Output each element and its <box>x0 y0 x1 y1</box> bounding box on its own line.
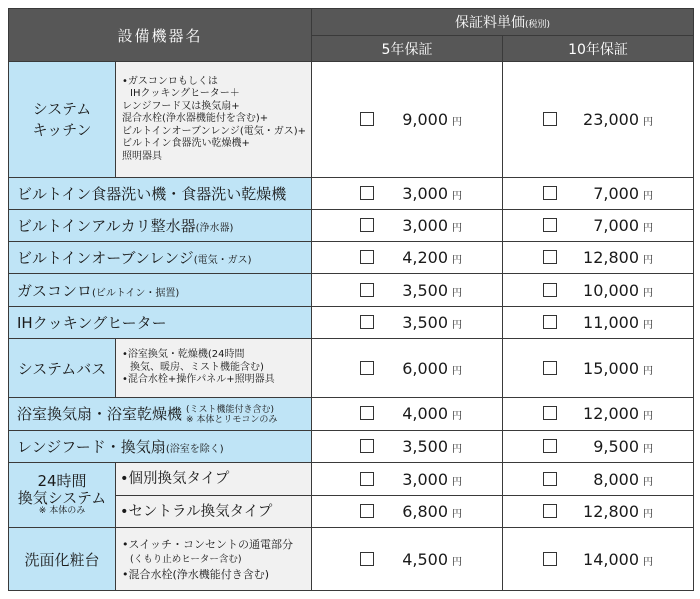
checkbox[interactable] <box>360 439 374 453</box>
price-header: 保証料単価(税別) <box>312 9 694 36</box>
checkbox[interactable] <box>360 472 374 486</box>
checkbox[interactable] <box>360 406 374 420</box>
ten-year-header: 10年保証 <box>503 36 694 62</box>
checkbox[interactable] <box>360 112 374 126</box>
table-row <box>9 462 694 495</box>
row-label-range-hood: レンジフード・換気扇(浴室を除く) <box>9 430 312 462</box>
checkbox[interactable] <box>360 250 374 264</box>
checkbox[interactable] <box>543 361 557 375</box>
checkbox[interactable] <box>543 504 557 518</box>
row-label-system-bath: システムバス <box>9 338 116 397</box>
checkbox[interactable] <box>543 472 557 486</box>
system-kitchen-details: •ガスコンロもしくは IHクッキングヒーター＋ レンジフード又は換気扇+ 混合水栓(浄水器機能付を含む)+ ビルトインオーブンレンジ(電気・ガス)+ ビルトイン食器洗い乾燥機+ 照明器具 <box>116 62 312 178</box>
individual-ventilation-type: •個別換気タイプ <box>116 462 312 495</box>
table-row <box>9 306 694 338</box>
checkbox[interactable] <box>360 504 374 518</box>
price-cell: 14,000 円 <box>503 528 694 591</box>
checkbox[interactable] <box>360 283 374 297</box>
table-row <box>9 177 694 209</box>
table-row <box>9 398 694 430</box>
checkbox[interactable] <box>360 315 374 329</box>
table-row <box>9 430 694 462</box>
checkbox[interactable] <box>543 218 557 232</box>
price-cell: 3,500 円 <box>312 274 503 306</box>
row-label-system-kitchen: システム キッチン <box>9 62 116 178</box>
price-cell: 4,500 円 <box>312 528 503 591</box>
row-label-bath-fan: 浴室換気扇・浴室乾燥機 (ミスト機能付き含む) ※ 本体とリモコンのみ <box>9 398 312 430</box>
row-label-ih-heater: IHクッキングヒーター <box>9 306 312 338</box>
price-cell: 3,000 円 <box>312 177 503 209</box>
price-cell: 12,000 円 <box>503 398 694 430</box>
price-cell: 7,000 円 <box>503 209 694 241</box>
checkbox[interactable] <box>360 218 374 232</box>
price-cell: 7,000 円 <box>503 177 694 209</box>
table-row <box>9 242 694 274</box>
five-year-header: 5年保証 <box>312 36 503 62</box>
checkbox[interactable] <box>360 186 374 200</box>
price-cell: 3,000 円 <box>312 209 503 241</box>
price-cell: 15,000 円 <box>503 338 694 397</box>
central-ventilation-type: •セントラル換気タイプ <box>116 496 312 528</box>
price-cell: 23,000 円 <box>503 62 694 178</box>
price-cell: 3,500 円 <box>312 306 503 338</box>
checkbox[interactable] <box>543 406 557 420</box>
system-bath-details: •浴室換気・乾燥機(24時間 換気、暖房、ミスト機能含む) •混合水栓+操作パネル+照明器具 <box>116 338 312 397</box>
price-cell: 6,800 円 <box>312 496 503 528</box>
price-cell: 9,000 円 <box>312 62 503 178</box>
checkbox[interactable] <box>543 315 557 329</box>
row-label-vanity: 洗面化粧台 <box>9 528 116 591</box>
checkbox[interactable] <box>543 552 557 566</box>
checkbox[interactable] <box>543 439 557 453</box>
price-cell: 8,000 円 <box>503 462 694 495</box>
row-label-gas-stove: ガスコンロ(ビルトイン・据置) <box>9 274 312 306</box>
table-row <box>9 62 694 178</box>
price-cell: 3,000 円 <box>312 462 503 495</box>
checkbox[interactable] <box>543 250 557 264</box>
price-cell: 4,000 円 <box>312 398 503 430</box>
row-label-alkali-ionizer: ビルトインアルカリ整水器(浄水器) <box>9 209 312 241</box>
checkbox[interactable] <box>360 361 374 375</box>
table-row <box>9 274 694 306</box>
table-row <box>9 209 694 241</box>
checkbox[interactable] <box>360 552 374 566</box>
price-cell: 12,800 円 <box>503 242 694 274</box>
price-cell: 4,200 円 <box>312 242 503 274</box>
vanity-details: •スイッチ・コンセントの通電部分 (くもり止めヒーター含む) •混合水栓(浄水機能付き含む) <box>116 528 312 591</box>
price-cell: 11,000 円 <box>503 306 694 338</box>
price-cell: 3,500 円 <box>312 430 503 462</box>
checkbox[interactable] <box>543 283 557 297</box>
price-cell: 6,000 円 <box>312 338 503 397</box>
price-cell: 10,000 円 <box>503 274 694 306</box>
row-label-dishwasher: ビルトイン食器洗い機・食器洗い乾燥機 <box>9 177 312 209</box>
table-row <box>9 528 694 591</box>
price-cell: 9,500 円 <box>503 430 694 462</box>
checkbox[interactable] <box>543 112 557 126</box>
row-label-24h-ventilation: 24時間 換気システム ※ 本体のみ <box>9 462 116 528</box>
checkbox[interactable] <box>543 186 557 200</box>
table-row <box>9 338 694 397</box>
item-name-header: 設備機器名 <box>9 9 312 62</box>
warranty-price-table <box>8 8 694 591</box>
row-label-oven: ビルトインオーブンレンジ(電気・ガス) <box>9 242 312 274</box>
price-cell: 12,800 円 <box>503 496 694 528</box>
